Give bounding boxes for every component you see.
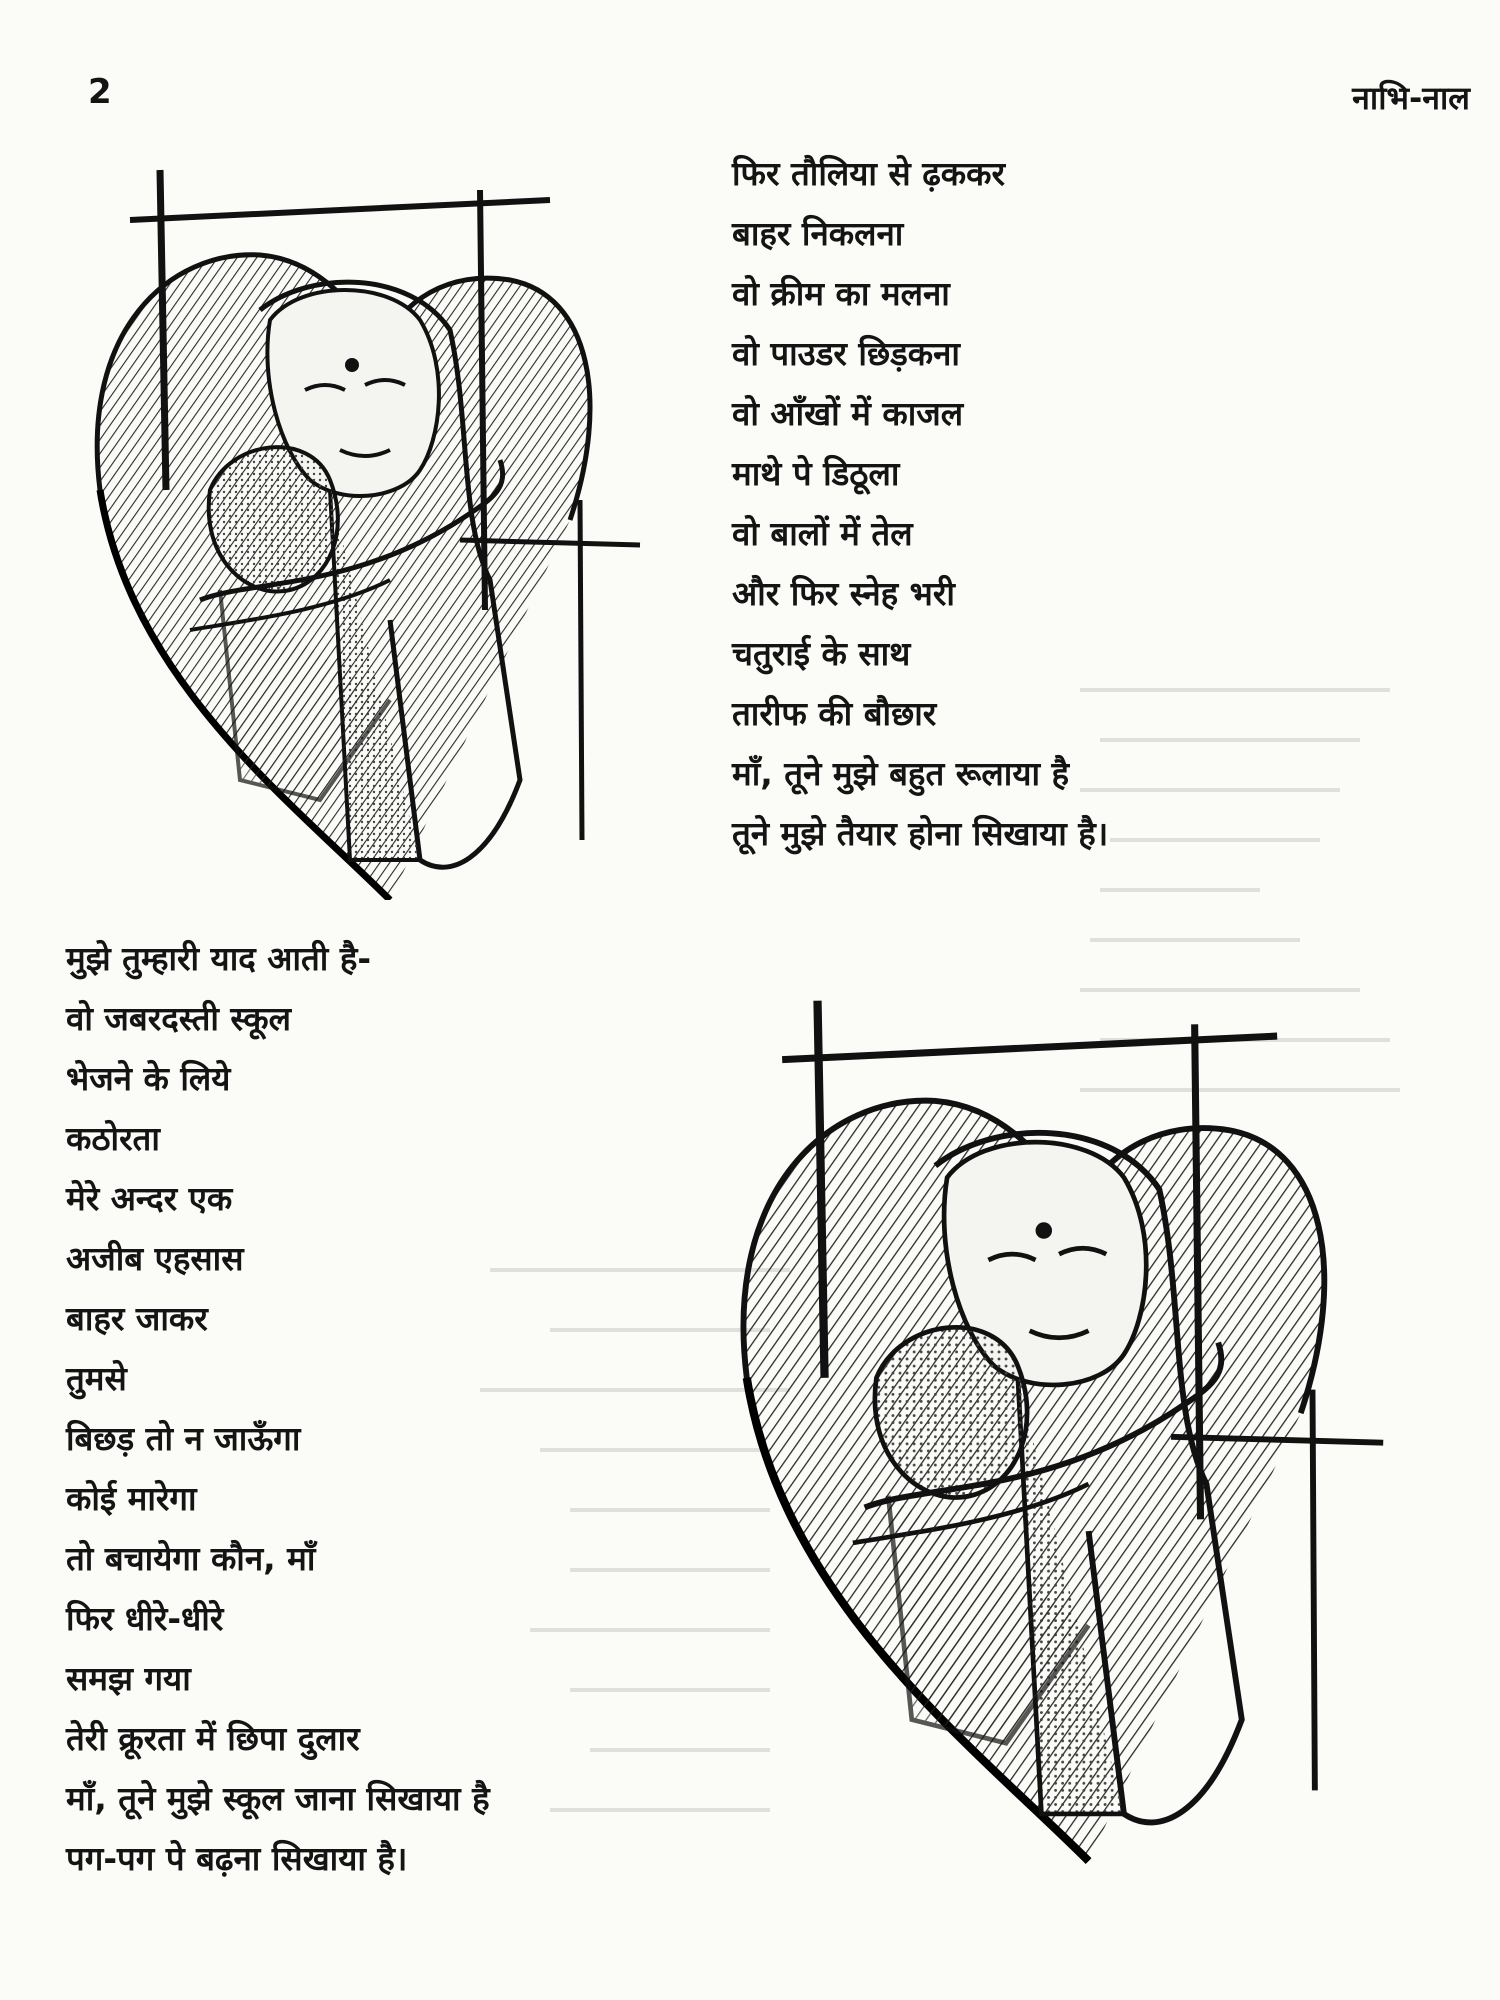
poem-line: तारीफ की बौछार — [732, 694, 937, 733]
poem-stanza-2 — [66, 929, 490, 1889]
poem-line: और फिर स्नेह भरी — [732, 574, 955, 613]
poem-line: तेरी क्रूरता में छिपा दुलार — [66, 1719, 360, 1758]
poem-line: बाहर जाकर — [66, 1299, 208, 1338]
poem-line: कोई मारेगा — [66, 1479, 197, 1518]
poem-line: चतुराई के साथ — [732, 634, 911, 673]
poem-line: वो आँखों में काजल — [732, 394, 964, 433]
poem-line: भेजने के लिये — [66, 1059, 231, 1098]
poem-line: वो बालों में तेल — [732, 514, 913, 553]
poem-line: अजीब एहसास — [66, 1239, 244, 1278]
poem-line: माँ, तूने मुझे बहुत रूलाया है — [732, 754, 1070, 793]
poem-line: माथे पे डिठूला — [732, 454, 900, 493]
mother-embracing-child-heart-sketch-icon — [735, 980, 1395, 1870]
poem-line: तो बचायेगा कौन, माँ — [66, 1539, 316, 1578]
poem-line: मेरे अन्दर एक — [66, 1179, 233, 1218]
poem-line: फिर धीरे-धीरे — [66, 1599, 224, 1638]
poem-line: तुमसे — [66, 1359, 127, 1398]
poem-line: तूने मुझे तैयार होना सिखाया है। — [732, 814, 1109, 853]
running-head-title: नाभि-नाल — [1352, 79, 1470, 117]
poem-line: माँ, तूने मुझे स्कूल जाना सिखाया है — [66, 1779, 490, 1818]
poem-line: फिर तौलिया से ढ़ककर — [732, 154, 1005, 193]
mother-embracing-child-heart-sketch-icon — [90, 160, 650, 900]
page-number: 2 — [88, 72, 112, 112]
poem-line: वो जबरदस्ती स्कूल — [66, 999, 291, 1038]
poem-line: बिछड़ तो न जाऊँगा — [66, 1419, 301, 1458]
poem-line: बाहर निकलना — [732, 214, 904, 253]
poem-line: वो पाउडर छिड़कना — [732, 334, 960, 373]
poem-stanza-1 — [732, 144, 1108, 864]
poem-line: कठोरता — [66, 1119, 160, 1158]
poem-line: समझ गया — [66, 1659, 191, 1698]
poem-line: वो क्रीम का मलना — [732, 274, 950, 313]
poem-line: मुझे तुम्हारी याद आती है- — [66, 939, 372, 978]
poem-line: पग-पग पे बढ़ना सिखाया है। — [66, 1839, 408, 1878]
